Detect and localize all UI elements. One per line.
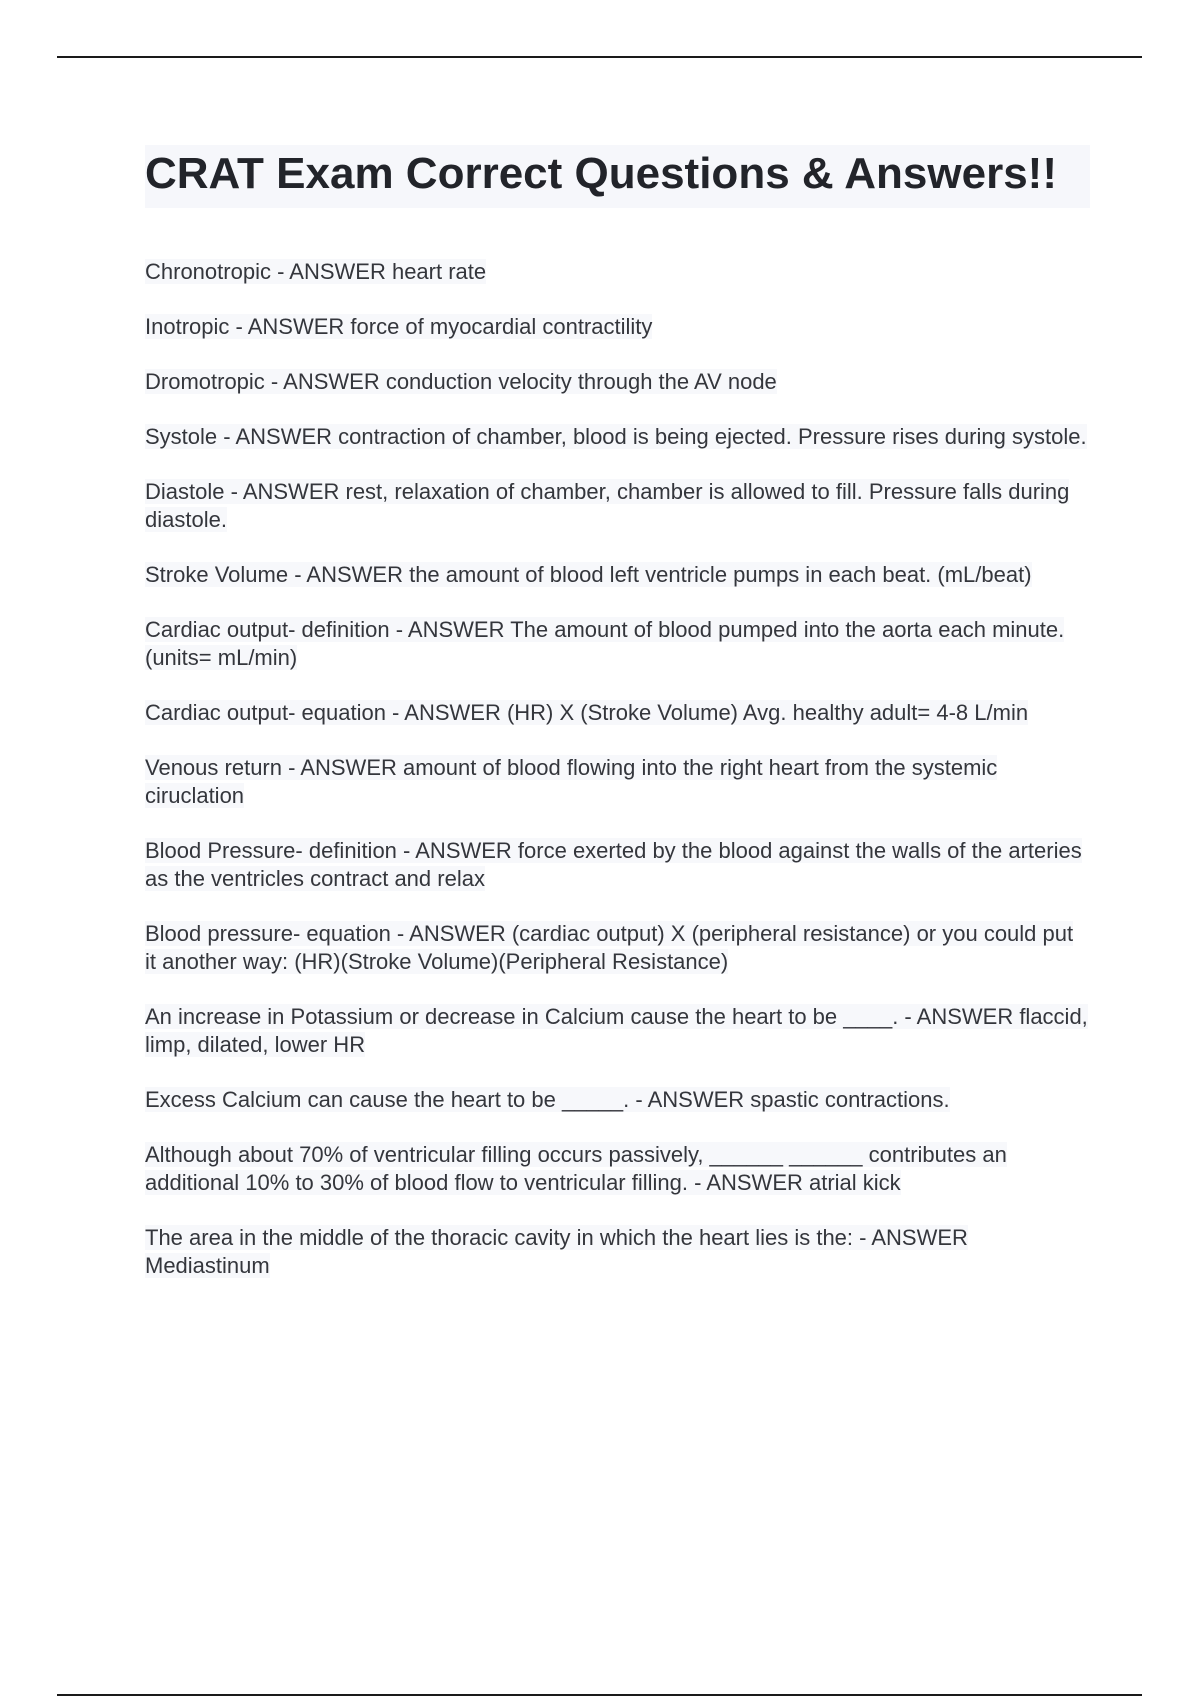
qa-text: Excess Calcium can cause the heart to be _____. - ANSWER spastic contractions. <box>145 1087 950 1112</box>
qa-text: Dromotropic - ANSWER conduction velocity through the AV node <box>145 369 777 394</box>
qa-item <box>145 1141 1090 1197</box>
qa-text: Inotropic - ANSWER force of myocardial contractility <box>145 314 653 339</box>
qa-item <box>145 423 1090 451</box>
qa-item <box>145 616 1090 672</box>
document-title: CRAT Exam Correct Questions & Answers!! <box>145 149 1057 198</box>
document-body <box>145 145 1090 1307</box>
qa-item <box>145 561 1090 589</box>
title-block <box>145 145 1090 208</box>
qa-item <box>145 1086 1090 1114</box>
qa-item <box>145 258 1090 286</box>
qa-item <box>145 1003 1090 1059</box>
qa-text: Blood pressure- equation - ANSWER (cardiac output) X (peripheral resistance) or you could put it another way: (HR)(Stroke Volume)(Peripheral Resistance) <box>145 921 1074 974</box>
qa-text: Blood Pressure- definition - ANSWER force exerted by the blood against the walls of the arteries as the ventricles contract and relax <box>145 838 1082 891</box>
top-divider <box>57 56 1142 58</box>
qa-item <box>145 368 1090 396</box>
qa-text: Diastole - ANSWER rest, relaxation of chamber, chamber is allowed to fill. Pressure falls during diastole. <box>145 479 1070 532</box>
qa-text: Chronotropic - ANSWER heart rate <box>145 259 487 284</box>
qa-item <box>145 313 1090 341</box>
qa-text: The area in the middle of the thoracic cavity in which the heart lies is the: - ANSWER Mediastinum <box>145 1225 968 1278</box>
qa-text: An increase in Potassium or decrease in Calcium cause the heart to be ____. - ANSWER flaccid, limp, dilated, lower HR <box>145 1004 1088 1057</box>
qa-item <box>145 920 1090 976</box>
qa-item <box>145 699 1090 727</box>
qa-text: Although about 70% of ventricular filling occurs passively, ______ ______ contributes an additional 10% to 30% of blood flow to ventricular filling. - ANSWER atrial kick <box>145 1142 1007 1195</box>
qa-list <box>145 258 1090 1280</box>
qa-item <box>145 754 1090 810</box>
qa-item <box>145 1224 1090 1280</box>
qa-item <box>145 837 1090 893</box>
qa-text: Cardiac output- definition - ANSWER The amount of blood pumped into the aorta each minute. (units= mL/min) <box>145 617 1065 670</box>
qa-text: Venous return - ANSWER amount of blood flowing into the right heart from the systemic ciruclation <box>145 755 998 808</box>
bottom-divider <box>57 1694 1142 1696</box>
qa-text: Stroke Volume - ANSWER the amount of blood left ventricle pumps in each beat. (mL/beat) <box>145 562 1032 587</box>
qa-text: Systole - ANSWER contraction of chamber, blood is being ejected. Pressure rises during systole. <box>145 424 1087 449</box>
qa-item <box>145 478 1090 534</box>
qa-text: Cardiac output- equation - ANSWER (HR) X (Stroke Volume) Avg. healthy adult= 4-8 L/min <box>145 700 1029 725</box>
